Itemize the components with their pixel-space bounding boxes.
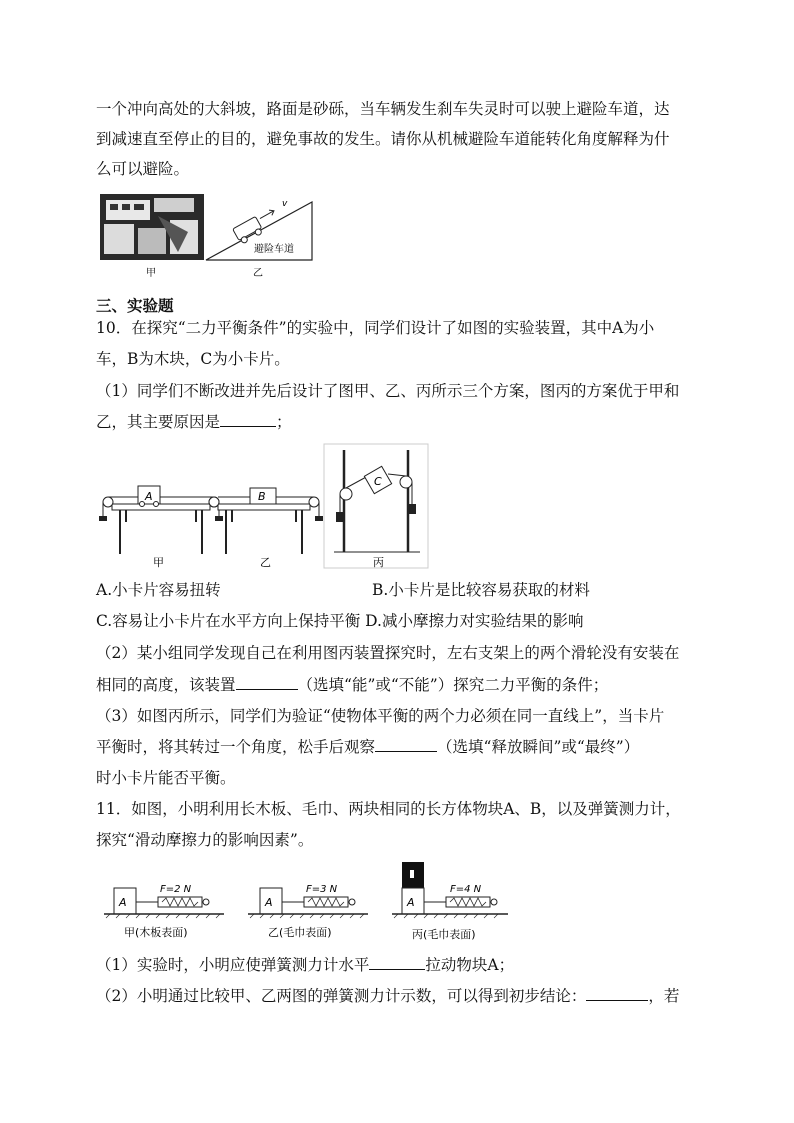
q10-p3-end: （选填“释放瞬间”或“最终”） — [437, 738, 640, 756]
photo-jia — [100, 194, 204, 260]
q11-line-2: 探究“滑动摩擦力的影响因素”。 — [96, 831, 314, 849]
block-a-3: A — [407, 896, 415, 909]
q10-line-1: 10．在探究“二力平衡条件”的实验中，同学们设计了如图的实验装置，其中A为小 — [96, 319, 655, 337]
block-a-2: A — [265, 896, 273, 909]
q11-p1-text: （1）实验时，小明应使弹簧测力计水平 — [96, 956, 370, 974]
q11-p2-end: ，若 — [648, 987, 680, 1005]
option-c-d[interactable]: C.容易让小卡片在水平方向上保持平衡 D.减小摩擦力对实验结果的影响 — [96, 612, 584, 630]
q10-figure — [98, 442, 430, 570]
force-jia: F=2 N — [160, 884, 192, 895]
q10-p3-line-1: （3）如图丙所示，同学们为验证“使物体平衡的两个力必须在同一直线上”，当卡片 — [96, 707, 665, 725]
q10-line-2: 车，B为木块，C为小卡片。 — [96, 350, 290, 368]
q10-p3-line-2 — [96, 737, 700, 757]
caption-yi: 乙(毛巾表面) — [268, 926, 332, 939]
answer-blank-11-2[interactable] — [586, 986, 648, 1001]
apparatus-jia — [99, 486, 223, 554]
q10-p2-text: 相同的高度，该装置 — [96, 676, 236, 694]
option-b[interactable]: B.小卡片是比较容易获取的材料 — [372, 581, 590, 599]
q11-figure — [100, 858, 512, 946]
card-c: C — [374, 475, 382, 488]
q10-label-yi: 乙 — [260, 556, 271, 569]
q9-figure — [98, 192, 318, 280]
answer-blank-10-1[interactable] — [220, 412, 276, 427]
q10-p2-end: （选填“能”或“不能”）探究二力平衡的条件； — [297, 676, 609, 694]
q9-line-3: 么可以避险。 — [96, 160, 190, 178]
setup-yi — [248, 884, 368, 939]
q10-p2-line-1: （2）某小组同学发现自己在利用图丙装置探究时，左右支架上的两个滑轮没有安装在 — [96, 644, 680, 662]
block-a: A — [145, 490, 153, 503]
block-a-1: A — [119, 896, 127, 909]
sign-text: 避险车道 — [254, 244, 294, 255]
q10-label-jia: 甲 — [153, 556, 164, 569]
force-bing: F=4 N — [450, 884, 482, 895]
label-jia: 甲 — [146, 268, 156, 279]
q10-p1-text: 乙，其主要原因是 — [96, 413, 221, 431]
apparatus-yi — [209, 488, 323, 554]
q10-p2-line-2 — [96, 675, 700, 695]
label-yi: 乙 — [253, 268, 263, 279]
q10-p1-line-1: （1）同学们不断改进并先后设计了图甲、乙、丙所示三个方案，图丙的方案优于甲和 — [96, 382, 680, 400]
answer-blank-10-3[interactable] — [375, 737, 437, 752]
q11-p1-end: 拉动物块A； — [425, 956, 515, 974]
q10-label-bing: 丙 — [373, 556, 384, 569]
q10-p1-end: ； — [276, 413, 292, 431]
force-yi: F=3 N — [306, 884, 338, 895]
caption-bing: 丙(毛巾表面) — [412, 928, 476, 941]
velocity-label: v — [282, 199, 288, 209]
caption-jia: 甲(木板表面) — [124, 926, 188, 939]
q10-p3-text: 平衡时，将其转过一个角度，松手后观察 — [96, 738, 376, 756]
q11-p2-text: （2）小明通过比较甲、乙两图的弹簧测力计示数，可以得到初步结论： — [96, 987, 587, 1005]
q10-p1-line-2 — [96, 412, 700, 432]
ramp-yi — [206, 199, 312, 260]
q10-p3-line-3: 时小卡片能否平衡。 — [96, 769, 236, 787]
q11-line-1: 11．如图，小明利用长木板、毛巾、两块相同的长方体物块A、B，以及弹簧测力计， — [96, 800, 681, 818]
setup-bing — [392, 862, 508, 941]
section-title: 三、实验题 — [96, 296, 174, 315]
q11-p1 — [96, 955, 700, 975]
q9-line-1: 一个冲向高处的大斜坡，路面是砂砾，当车辆发生刹车失灵时可以驶上避险车道，达 — [96, 100, 670, 118]
answer-blank-10-2[interactable] — [236, 675, 298, 690]
q11-p2 — [96, 986, 700, 1006]
apparatus-bing — [324, 444, 428, 568]
setup-jia — [104, 884, 224, 939]
answer-blank-11-1[interactable] — [369, 955, 425, 970]
block-b: B — [258, 490, 266, 503]
option-a[interactable]: A.小卡片容易扭转 — [96, 581, 221, 599]
q9-line-2: 到减速直至停止的目的，避免事故的发生。请你从机械避险车道能转化角度解释为什 — [96, 130, 670, 148]
